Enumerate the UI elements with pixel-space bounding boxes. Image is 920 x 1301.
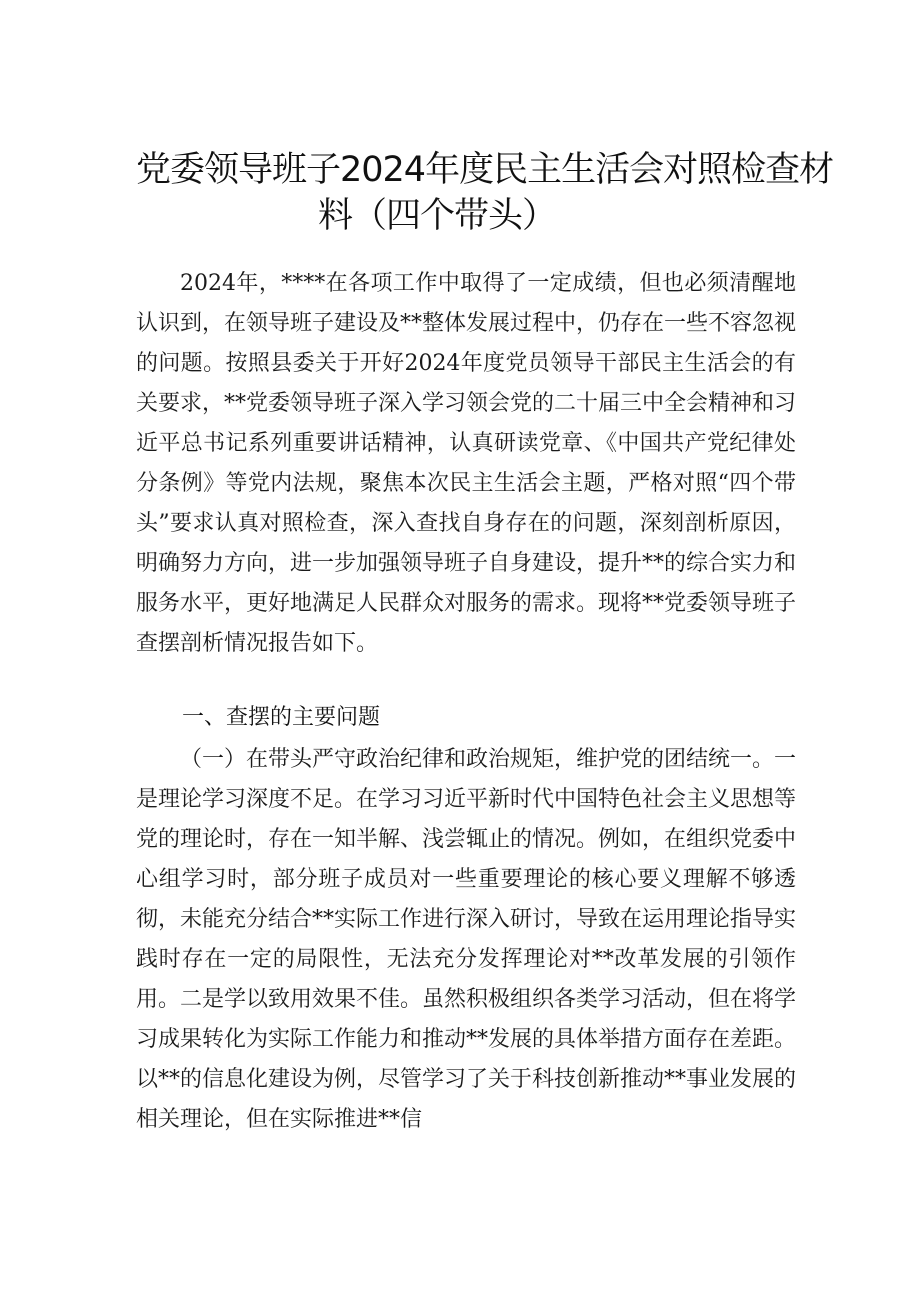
section-heading: 一、查摆的主要问题: [182, 705, 381, 730]
document-title: [136, 147, 834, 239]
document-title-line-1: 党委领导班子2024年度民主生活会对照检查材: [136, 150, 834, 190]
document-title-line-2: 料（四个带头）: [318, 196, 557, 236]
intro-paragraph: 2024年，****在各项工作中取得了一定成绩，但也必须清醒地认识到，在领导班子建设及**整体发展过程中，仍存在一些不容忽视的问题。按照县委关于开好2024年度党员领导干部民主生活会的有关要求，**党委领导班子深入学习领会党的二十届三中全会精神和习近平总书记系列重要讲话精神，认真研读党章、《中国共产党纪律处分条例》等党内法规，聚焦本次民主生活会主题，严格对照“四个带头”要求认真对照检查，深入查找自身存在的问题，深刻剖析原因，明确努力方向，进一步加强领导班子自身建设，提升**的综合实力和服务水平，更好地满足人民群众对服务的需求。现将**党委领导班子查摆剖析情况报告如下。: [136, 271, 797, 656]
section-paragraph: （一）在带头严守政治纪律和政治规矩，维护党的团结统一。一是理论学习深度不足。在学习习近平新时代中国特色社会主义思想等党的理论时，存在一知半解、浅尝辄止的情况。例如，在组织党委中心组学习时，部分班子成员对一些重要理论的核心要义理解不够透彻，未能充分结合**实际工作进行深入研讨，导致在运用理论指导实践时存在一定的局限性，无法充分发挥理论对**改革发展的引领作用。二是学以致用效果不佳。虽然积极组织各类学习活动，但在将学习成果转化为实际工作能力和推动**发展的具体举措方面存在差距。以**的信息化建设为例，尽管学习了关于科技创新推动**事业发展的相关理论，但在实际推进**信: [136, 747, 797, 1132]
